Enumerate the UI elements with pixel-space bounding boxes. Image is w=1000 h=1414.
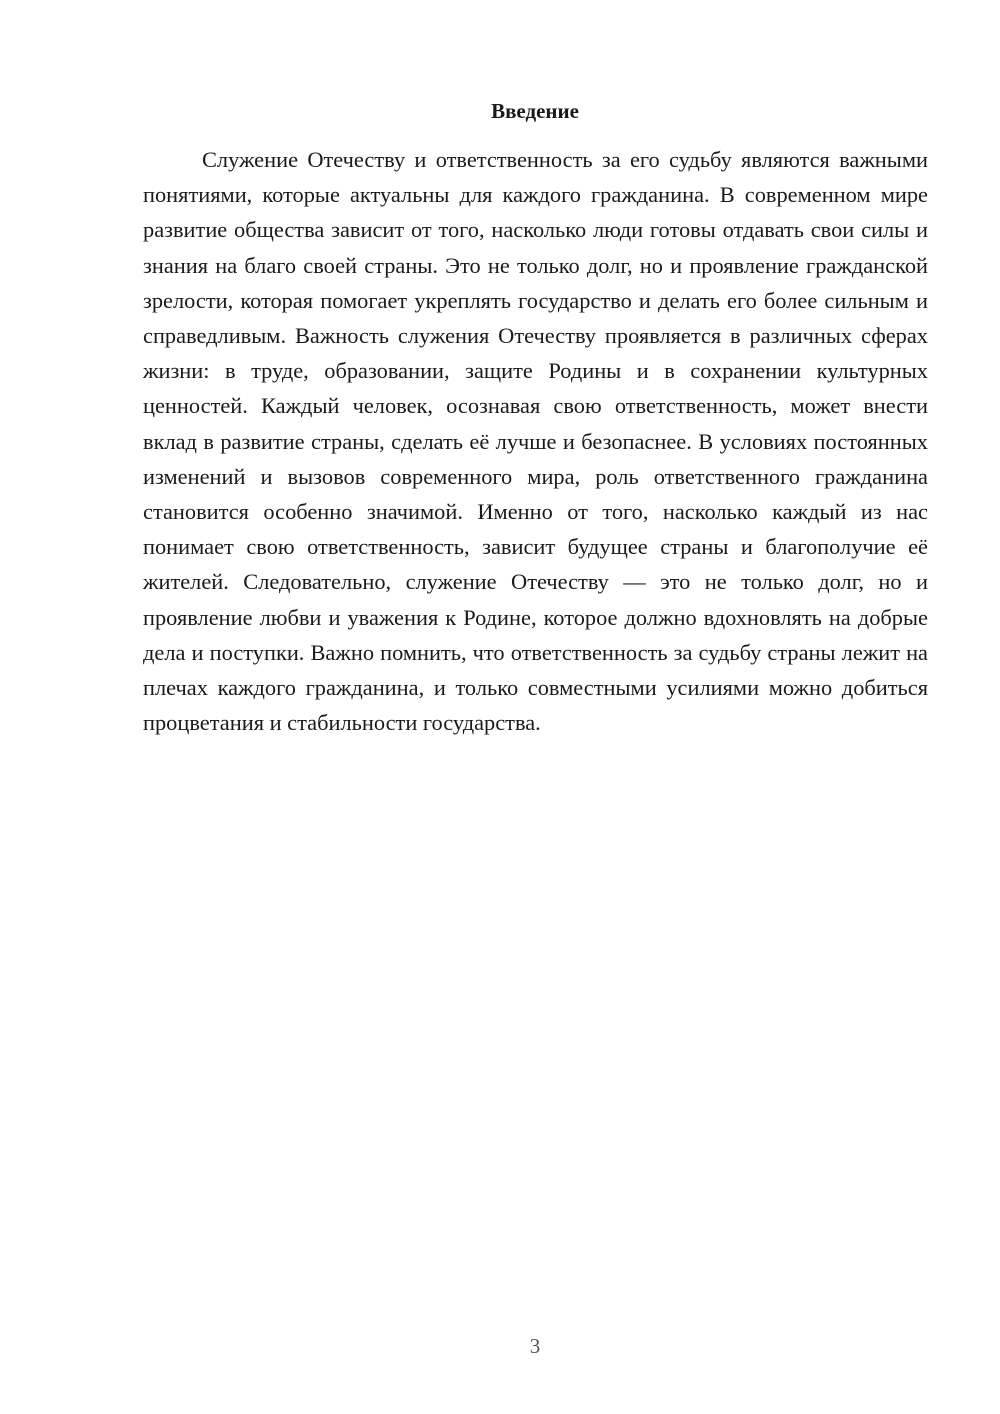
body-paragraph: Служение Отечеству и ответственность за его судьбу являются важными понятиями, которые актуальны для каждого гражданина. В современном мире развитие общества зависит от того, насколько люди готовы отдавать свои силы и знания на благо своей страны. Это не только долг, но и проявление гражданской зрелости, которая помогает укреплять государство и делать его более сильным и справедливым. Важность служения Отечеству проявляется в различных сферах жизни: в труде, образовании, защите Родины и в сохранении культурных ценностей. Каждый человек, осознавая свою ответственность, может внести вклад в развитие страны, сделать её лучше и безопаснее. В условиях постоянных изменений и вызовов современного мира, роль ответственного гражданина становится особенно значимой. Именно от того, насколько каждый из нас понимает свою ответственность, зависит будущее страны и благополучие её жителей. Следовательно, служение Отечеству — это не только долг, но и проявление любви и уважения к Родине, которое должно вдохновлять на добрые дела и поступки. Важно помнить, что ответственность за судьбу страны лежит на плечах каждого гражданина, и только совместными усилиями можно добиться процветания и стабильности государства. bbox=[143, 147, 928, 736]
section-title: Введение bbox=[491, 99, 579, 123]
page-number: 3 bbox=[529, 1334, 541, 1358]
